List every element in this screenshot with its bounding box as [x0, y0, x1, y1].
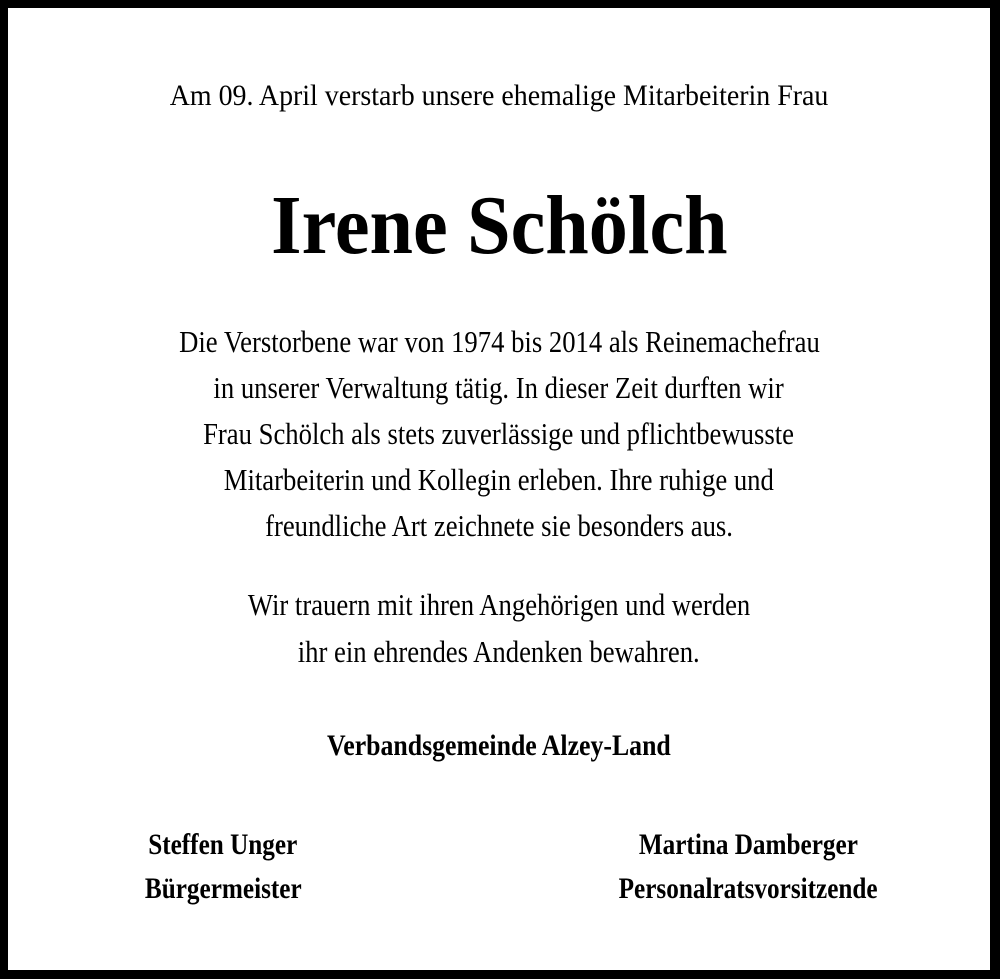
- deceased-name-text: Irene Schölch: [270, 179, 728, 272]
- organization-name: [8, 728, 990, 764]
- paragraph2-line-2: ihr ein ehrendes Andenken bewahren.: [298, 634, 700, 669]
- signatory-title: Personalratsvorsitzende: [618, 872, 878, 905]
- obituary-notice: [8, 8, 990, 970]
- signatory-title: Bürgermeister: [144, 872, 302, 905]
- signatory-right: [548, 823, 948, 911]
- paragraph1-line: [8, 508, 990, 544]
- paragraph1-line-4: Mitarbeiterin und Kollegin erleben. Ihre ruhige und: [223, 462, 775, 497]
- intro-line: [8, 78, 990, 114]
- paragraph2-line: [8, 634, 990, 670]
- paragraph1-line-3: Frau Schölch als stets zuverlässige und pflichtbewusste: [203, 416, 795, 451]
- paragraph1-line-1: Die Verstorbene war von 1974 bis 2014 als Reinemachefrau: [178, 324, 820, 359]
- paragraph2-line-1: Wir trauern mit ihren Angehörigen und werden: [247, 587, 751, 622]
- paragraph1-line: [8, 462, 990, 498]
- signatory-left: [78, 823, 368, 911]
- organization-text: Verbandsgemeinde Alzey-Land: [327, 729, 671, 762]
- paragraph1-line: [8, 324, 990, 360]
- paragraph1-line-2: in unserer Verwaltung tätig. In dieser Zeit durften wir: [213, 370, 785, 405]
- signatory-name: Steffen Unger: [148, 828, 298, 861]
- signatory-name: Martina Damberger: [638, 828, 858, 861]
- paragraph1-line: [8, 416, 990, 452]
- paragraph1-line: [8, 370, 990, 406]
- intro-text: Am 09. April verstarb unsere ehemalige Mitarbeiterin Frau: [169, 79, 829, 112]
- paragraph2-line: [8, 587, 990, 623]
- deceased-name: [8, 178, 990, 274]
- paragraph1-line-5: freundliche Art zeichnete sie besonders aus.: [265, 508, 733, 543]
